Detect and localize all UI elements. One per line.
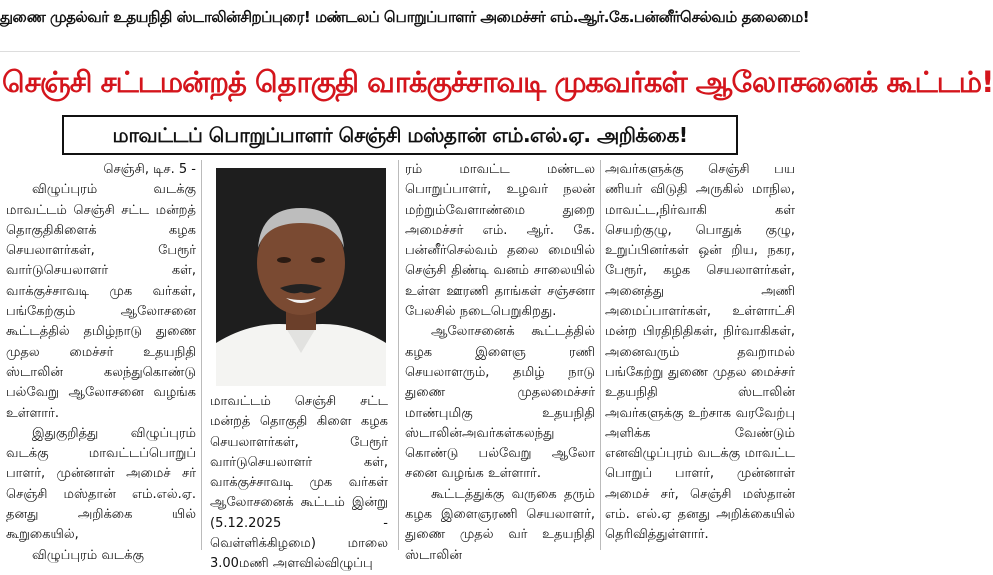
paragraph: மாவட்டம் செஞ்சி சட்ட மன்றத் தொகுதி கிளை கழக செயலாளர்கள், பேரூர் வார்டுசெயலாளர் கள், வாக்குச்சாவடி முக வர்கள் ஆலோசனைக் கூட்டம் இன்று (5.12.2025 - வெள்ளிக்கிழமை) மாலை 3.00மணி அளவில்விழுப்பு [210, 394, 388, 572]
article-column-2 [210, 392, 388, 575]
headline: செஞ்சி சட்டமன்றத் தொகுதி வாக்குச்சாவடி முகவர்கள் ஆலோசனைக் கூட்டம்! [2, 65, 993, 99]
portrait-photo [216, 168, 386, 386]
column-rule [398, 160, 399, 550]
paragraph: ரம் மாவட்ட மண்டல பொறுப்பாளர், உழவர் நலன் மற்றும்வேளாண்மை துறை அமைச்சர் எம். ஆர். கே. பன்னீர்செல்வம் தலை மையில் செஞ்சி திண்டி வனம் சாலையில் உள்ள ஊரணி தாங்கள் சஞ்சனா பேலசில் நடைபெறுகிறது. [405, 162, 595, 320]
dateline: செஞ்சி, டிச. 5 - [103, 162, 196, 177]
portrait-illustration [216, 168, 386, 386]
column-rule [201, 160, 202, 550]
column-rule [600, 160, 601, 550]
kicker-line: துணை முதல்வர் உதயநிதி ஸ்டாலின்சிறப்புரை! மண்டலப் பொறுப்பாளர் அமைச்சர் எம்.ஆர்.கே.பன்னீர்செல்வம் தலைமை! [0, 8, 810, 26]
article-column-4 [605, 160, 795, 546]
paragraph: ஆலோசனைக் கூட்டத்தில் கழக இளைஞ ரணி செயலாளரும், தமிழ் நாடு துணை முதலமைச்சர் மாண்புமிகு உதயநிதி ஸ்டாலின்அவர்கள்கலந்து கொண்டு பல்வேறு ஆலோ சனை வழங்க உள்ளார். [405, 324, 595, 482]
article-column-1 [6, 160, 196, 566]
subhead: மாவட்டப் பொறுப்பாளர் செஞ்சி மஸ்தான் எம்.எல்.ஏ. அறிக்கை! [112, 123, 688, 147]
paragraph: அவர்களுக்கு செஞ்சி பய ணியர் விடுதி அருகில் மாநில, மாவட்ட,நிர்வாகி கள் செயற்குழு, பொதுக் குழு, உறுப்பினர்கள் ஒன் றிய, நகர, பேரூர், கழக செயலாளர்கள், அனைத்து அணி அமைப்பாளர்கள், உள்ளாட்சி மன்ற பிரதிநிதிகள், நிர்வாகிகள், அனைவரும் தவறாமல் பங்கேற்று துணை முதல மைச்சர் உதயநிதி ஸ்டாலின் அவர்களுக்கு உற்சாக வரவேற்பு அளிக்க வேண்டும் எனவிழுப்புரம் வடக்கு மாவட்ட பொறுப் பாளர், முன்னாள் அமைச் சர், செஞ்சி மஸ்தான் எம். எல்.ஏ தனது அறிக்கையில் தெரிவித்துள்ளார். [605, 162, 795, 543]
paragraph: விழுப்புரம் வடக்கு [32, 547, 144, 563]
paragraph: இதுகுறித்து விழுப்புரம் வடக்கு மாவட்டப்பொறுப் பாளர், முன்னாள் அமைச் சர் செஞ்சி மஸ்தான் எம்.எல்.ஏ. தனது அறிக்கை யில் கூறுகையில், [6, 425, 196, 543]
headline-box [2, 54, 993, 110]
top-banner [0, 0, 810, 52]
paragraph: கூட்டத்துக்கு வருகை தரும் கழக இளைஞரணி செயலாளர், துணை முதல் வர் உதயநிதி ஸ்டாலின் [405, 486, 595, 563]
paragraph: விழுப்புரம் வடக்கு மாவட்டம் செஞ்சி சட்ட மன்றத் தொகுதிகிளைக் கழக செயலாளர்கள், பேரூர் வார்டுசெயலாளர் கள், வாக்குச்சாவடி முக வர்கள், பங்கேற்கும் ஆலோசனை கூட்டத்தில் தமிழ்நாடு துணை முதல மைச்சர் உதயநிதி ஸ்டாலின் கலந்துகொண்டு பல்வேறு ஆலோசனை வழங்க உள்ளார். [6, 182, 196, 421]
subhead-box [62, 115, 738, 155]
article-column-3 [405, 160, 595, 566]
